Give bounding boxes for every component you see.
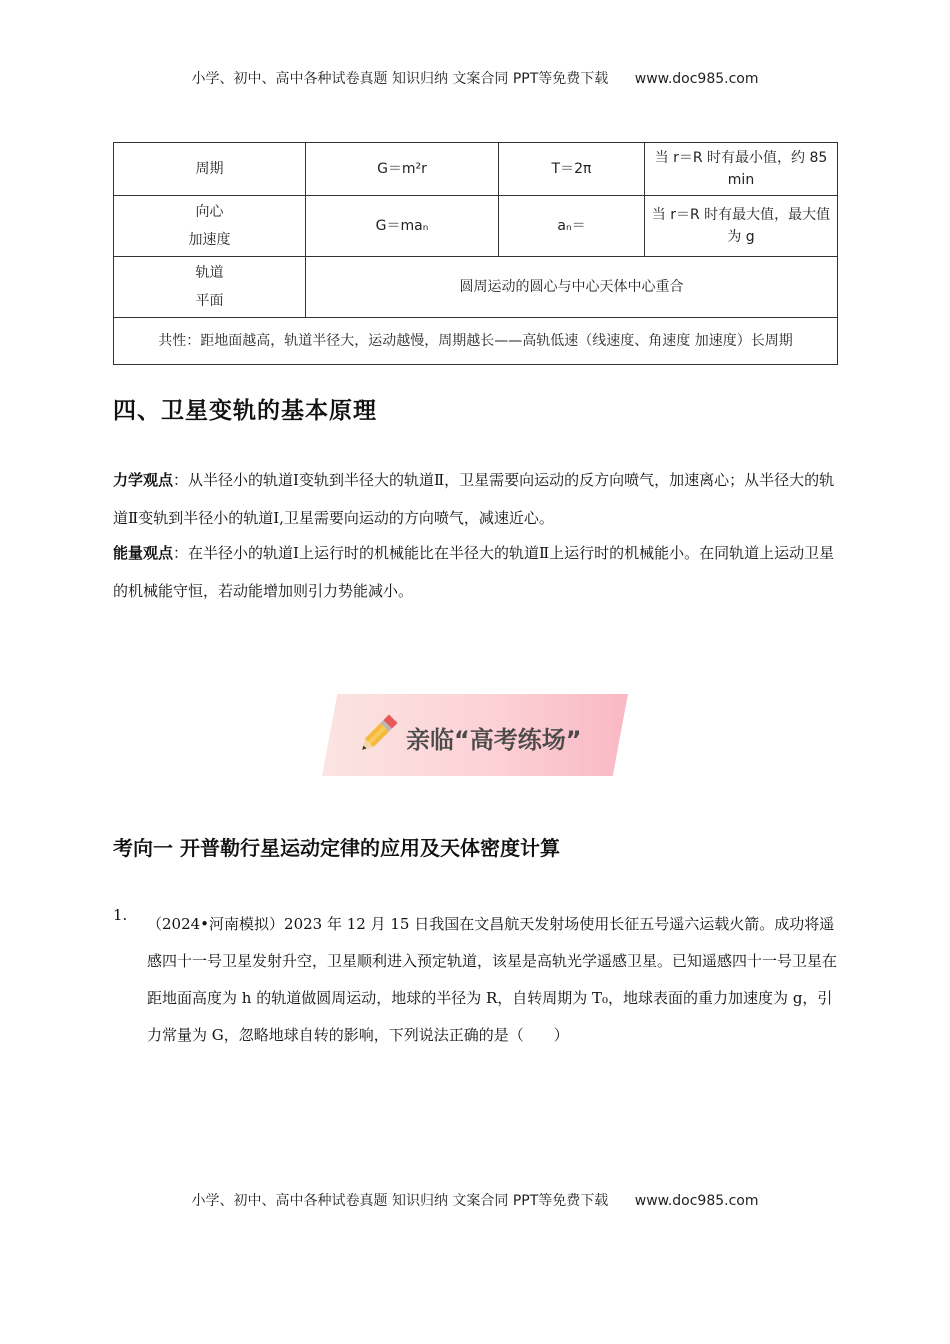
table-cell: 周期 <box>114 143 306 196</box>
header-text: 小学、初中、高中各种试卷真题 知识归纳 文案合同 PPT等免费下载 <box>191 71 609 87</box>
table-row <box>114 196 838 257</box>
table-cell: 当 r＝R 时有最大值，最大值为 g <box>645 196 838 257</box>
header-url[interactable]: www.doc985.com <box>634 71 759 87</box>
table-cell: T＝2π <box>499 143 645 196</box>
energy-label: 能量观点 <box>113 544 174 562</box>
table-cell: G＝m²r <box>306 143 499 196</box>
energy-text: ：在半径小的轨道Ⅰ上运行时的机械能比在半径大的轨道Ⅱ上运行时的机械能小。在同轨道上运动卫星的机械能守恒，若动能增加则引力势能减小。 <box>113 544 835 600</box>
table-cell: aₙ＝ <box>499 196 645 257</box>
page-header <box>0 68 950 88</box>
table-row <box>114 318 838 365</box>
table-cell: G＝maₙ <box>306 196 499 257</box>
table-cell: 向心 加速度 <box>114 196 306 257</box>
table-cell: 轨道 平面 <box>114 257 306 318</box>
mechanics-paragraph <box>113 461 841 537</box>
energy-paragraph <box>113 534 841 610</box>
table-row <box>114 257 838 318</box>
mechanics-label: 力学观点 <box>113 471 174 489</box>
table-cell: 当 r＝R 时有最小值，约 85 min <box>645 143 838 196</box>
pencil-icon <box>352 710 402 760</box>
table-cell: 圆周运动的圆心与中心天体中心重合 <box>306 257 838 318</box>
orbit-comparison-table <box>113 142 838 365</box>
subsection-title: 考向一 开普勒行星运动定律的应用及天体密度计算 <box>113 836 560 860</box>
footer-text: 小学、初中、高中各种试卷真题 知识归纳 文案合同 PPT等免费下载 <box>191 1193 609 1209</box>
table-row <box>114 143 838 196</box>
mechanics-text: ：从半径小的轨道Ⅰ变轨到半径大的轨道Ⅱ，卫星需要向运动的反方向喷气，加速离心；从半径大的轨道Ⅱ变轨到半径小的轨道Ⅰ,卫星需要向运动的方向喷气，减速近心。 <box>113 471 835 527</box>
section-title: 四、卫星变轨的基本原理 <box>113 398 377 424</box>
practice-banner <box>322 694 628 776</box>
table-summary: 共性：距地面越高，轨道半径大，运动越慢，周期越长——高轨低速（线速度、角速度 加速度）长周期 <box>114 318 838 365</box>
page-footer <box>0 1190 950 1210</box>
question-text: （2024•河南模拟）2023 年 12 月 15 日我国在文昌航天发射场使用长征五号遥六运载火箭。成功将遥感四十一号卫星发射升空，卫星顺利进入预定轨道，该星是高轨光学遥感卫星。已知遥感四十一号卫星在距地面高度为 h 的轨道做圆周运动，地球的半径为 R，自转周期为 T₀，地球表面的重力加速度为 g，引力常量为 G，忽略地球自转的影响，下列说法正确的是（ ） <box>147 915 838 1044</box>
footer-url[interactable]: www.doc985.com <box>634 1193 759 1209</box>
banner-text: 亲临“高考练场” <box>406 726 582 754</box>
question-number: 1. <box>113 906 128 924</box>
